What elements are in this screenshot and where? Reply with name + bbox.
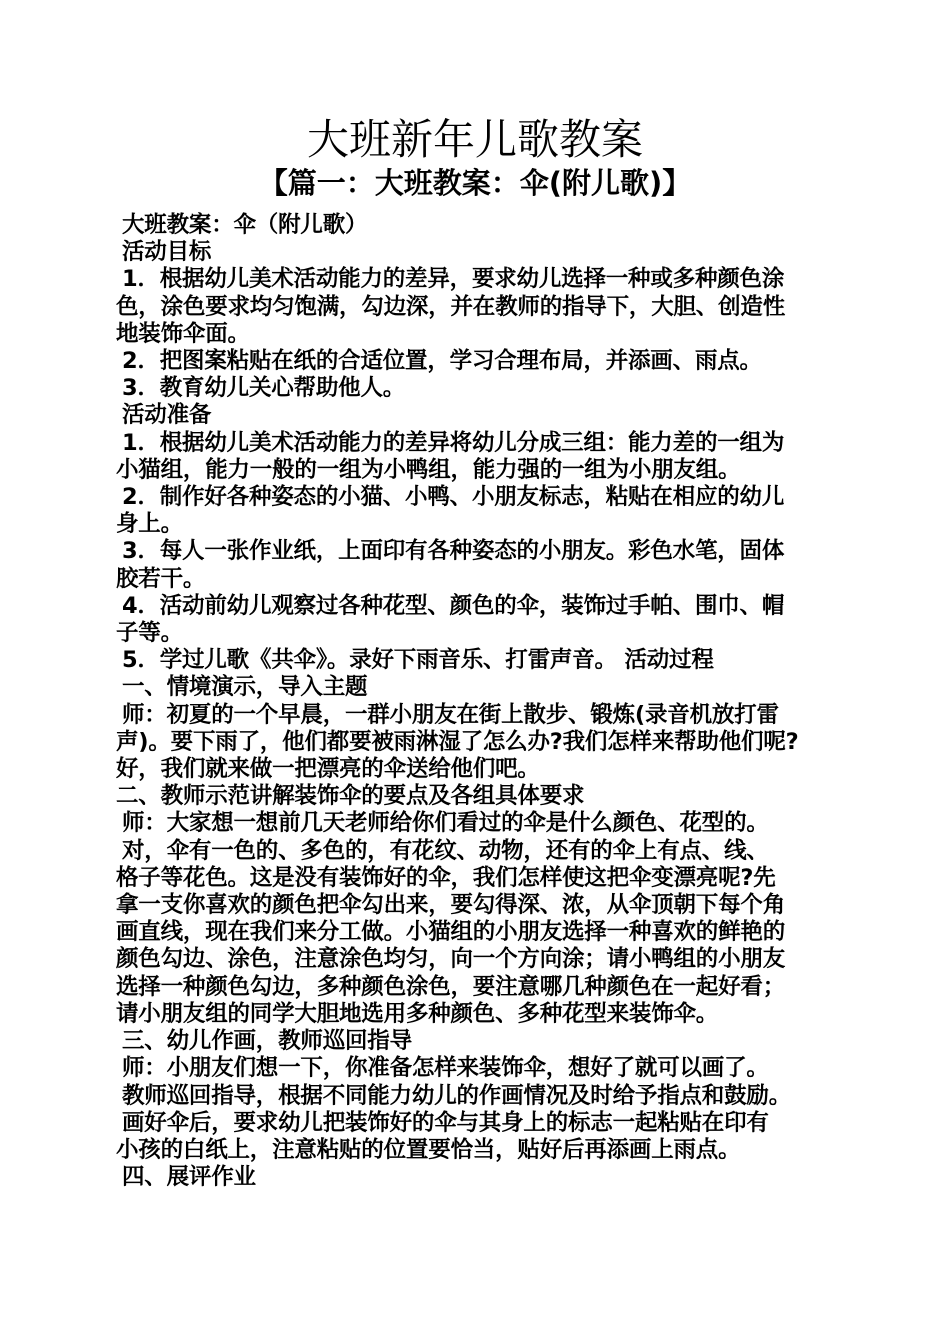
- body-line: 教师巡回指导，根据不同能力幼儿的作画情况及时给予指点和鼓励。: [122, 1082, 792, 1109]
- body-line: 地装饰伞面。: [116, 320, 250, 347]
- body-line: 5．学过儿歌《共伞》。录好下雨音乐、打雷声音。 活动过程: [122, 647, 714, 674]
- body-line: 颜色勾边、涂色，注意涂色均匀，向一个方向涂；请小鸭组的小朋友: [116, 946, 786, 973]
- body-line: 二、教师示范讲解装饰伞的要点及各组具体要求: [116, 783, 585, 810]
- body-line: 3．教育幼儿关心帮助他人。: [122, 375, 406, 402]
- body-line: 色，涂色要求均匀饱满，勾边深，并在教师的指导下，大胆、创造性: [116, 293, 786, 320]
- body-line: 师：大家想一想前几天老师给你们看过的伞是什么颜色、花型的。: [122, 810, 769, 837]
- body-line: 声)。要下雨了，他们都要被雨淋湿了怎么办?我们怎样来帮助他们呢?: [116, 728, 799, 755]
- body-line: 活动目标: [122, 239, 212, 266]
- body-line: 大班教案：伞（附儿歌）: [122, 212, 368, 238]
- body-line: 活动准备: [122, 402, 212, 429]
- body-line: 对，伞有一色的、多色的，有花纹、动物，还有的伞上有点、线、: [122, 837, 769, 864]
- body-line: 3．每人一张作业纸，上面印有各种姿态的小朋友。彩色水笔，固体: [122, 538, 785, 565]
- body-line: 画好伞后，要求幼儿把装饰好的伞与其身上的标志一起粘贴在印有: [122, 1109, 769, 1136]
- body-line: 四、展评作业: [122, 1164, 256, 1191]
- body-line: 2．制作好各种姿态的小猫、小鸭、小朋友标志，粘贴在相应的幼儿: [122, 484, 785, 511]
- body-line: 选择一种颜色勾边，多种颜色涂色，要注意哪几种颜色在一起好看；: [116, 973, 786, 1000]
- body-line: 1．根据幼儿美术活动能力的差异将幼儿分成三组：能力差的一组为: [122, 429, 785, 456]
- body-line: 师：初夏的一个早晨，一群小朋友在街上散步、锻炼(录音机放打雷: [122, 701, 779, 728]
- body-line: 一、情境演示，导入主题: [122, 674, 368, 701]
- body-line: 小孩的白纸上，注意粘贴的位置要恰当，贴好后再添画上雨点。: [116, 1136, 741, 1163]
- document-title: 大班新年儿歌教案: [306, 115, 643, 164]
- document-body: [116, 212, 840, 1191]
- body-line: 画直线，现在我们来分工做。小猫组的小朋友选择一种喜欢的鲜艳的: [116, 919, 786, 946]
- body-line: 师：小朋友们想一下，你准备怎样来装饰伞，想好了就可以画了。: [122, 1055, 769, 1082]
- body-line: 1．根据幼儿美术活动能力的差异，要求幼儿选择一种或多种颜色涂: [122, 266, 785, 293]
- body-line: 好，我们就来做一把漂亮的伞送给他们吧。: [116, 756, 540, 783]
- body-line: 拿一支你喜欢的颜色把伞勾出来，要勾得深、浓，从伞顶朝下每个角: [116, 892, 786, 919]
- body-line: 三、幼儿作画，教师巡回指导: [122, 1028, 412, 1055]
- body-line: 身上。: [116, 511, 183, 538]
- body-line: 子等。: [116, 620, 183, 647]
- document-subtitle: 【篇一：大班教案：伞(附儿歌)】: [258, 166, 692, 200]
- body-line: 小猫组，能力一般的一组为小鸭组，能力强的一组为小朋友组。: [116, 456, 741, 483]
- body-line: 4．活动前幼儿观察过各种花型、颜色的伞，装饰过手帕、围巾、帽: [122, 592, 785, 619]
- body-line: 胶若干。: [116, 565, 206, 592]
- body-line: 请小朋友组的同学大胆地选用多种颜色、多种花型来装饰伞。: [116, 1000, 719, 1027]
- body-line: 2．把图案粘贴在纸的合适位置，学习合理布局，并添画、雨点。: [122, 348, 762, 375]
- body-line: 格子等花色。这是没有装饰好的伞，我们怎样使这把伞变漂亮呢?先: [116, 864, 776, 891]
